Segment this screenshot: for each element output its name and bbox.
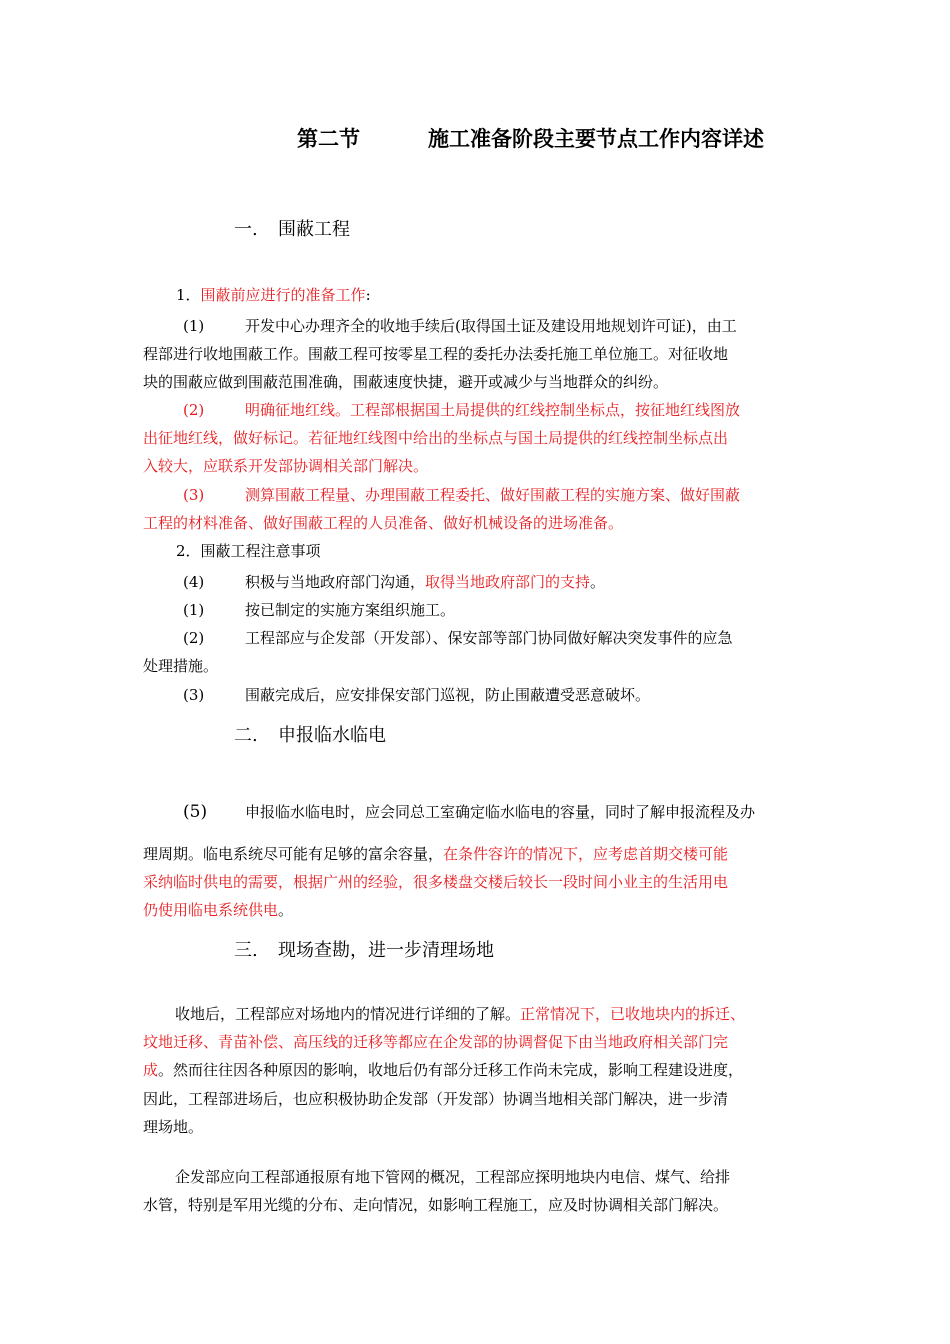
list-number: 2． (176, 542, 201, 560)
paragraph-line (143, 895, 815, 925)
paragraph-line (143, 1055, 815, 1085)
line-text: 水管，特别是军用光缆的分布、走向情况，如影响工程施工，应及时协调相关部门解决。 (143, 1196, 729, 1214)
line-text: 。 (278, 901, 294, 919)
highlight-text: 采纳临时供电的需要，根据广州的经验，很多楼盘交楼后较长一段时间小业主的生活用电 (143, 873, 729, 891)
paragraph-line (143, 367, 815, 397)
highlight-text: 围蔽前应进行的准备工作 (200, 286, 366, 304)
paragraph-line (143, 567, 815, 597)
paragraph-line (143, 423, 815, 453)
line-text: 申报临水临电时，应会同总工室确定临水临电的容量，同时了解申报流程及办 (245, 803, 756, 821)
title-chapter: 第二节 (297, 126, 360, 151)
heading-label: 围蔽工程 (278, 219, 350, 240)
highlight-text: 测算围蔽工程量、办理围蔽工程委托、做好围蔽工程的实施方案、做好围蔽 (245, 486, 741, 504)
item-number: (4) (183, 573, 205, 591)
line-text: 因此，工程部进场后，也应积极协助企发部（开发部）协调当地相关部门解决，进一步清 (143, 1090, 729, 1108)
item-number: (3) (183, 486, 205, 504)
item-number: (3) (183, 686, 205, 704)
paragraph-line (143, 451, 815, 481)
highlight-text: 正常情况下，已收地块内的拆迁、 (520, 1005, 746, 1023)
line-text: 程部进行收地围蔽工作。围蔽工程可按零星工程的委托办法委托施工单位施工。对征收地 (143, 345, 729, 363)
paragraph-line (143, 508, 815, 538)
list-number: 1． (176, 286, 201, 304)
highlight-text: 成 (143, 1061, 159, 1079)
line-text: 围蔽完成后，应安排保安部门巡视，防止围蔽遭受恶意破坏。 (245, 686, 651, 704)
item-number: (1) (183, 601, 205, 619)
line-text: 处理措施。 (143, 657, 219, 675)
paragraph-line (143, 651, 815, 681)
paragraph-line (143, 999, 815, 1029)
line-text: 块的围蔽应做到围蔽范围准确，围蔽速度快捷，避开或减少与当地群众的纠纷。 (143, 373, 669, 391)
line-text: 开发中心办理齐全的收地手续后(取得国土证及建设用地规划许可证)，由工 (245, 317, 737, 335)
paragraph-line (143, 395, 815, 425)
line-text: : (365, 286, 371, 304)
title-text: 施工准备阶段主要节点工作内容详述 (428, 126, 764, 151)
paragraph-line (143, 797, 815, 827)
item-number: (5) (183, 802, 208, 822)
heading-label: 申报临水临电 (278, 725, 386, 746)
highlight-text: 坟地迁移、青苗补偿、高压线的迁移等都应在企发部的协调督促下由当地政府相关部门完 (143, 1033, 729, 1051)
line-text: 理周期。临电系统尽可能有足够的富余容量， (143, 845, 444, 863)
heading-site-survey (234, 938, 494, 964)
heading-number: 三. (234, 940, 258, 961)
heading-label: 现场查勘，进一步清理场地 (278, 940, 494, 961)
highlight-text: 明确征地红线。工程部根据国土局提供的红线控制坐标点，按征地红线图放 (245, 401, 741, 419)
paragraph-line (143, 311, 815, 341)
heading-enclosure (234, 217, 350, 243)
paragraph-line (143, 1190, 815, 1220)
item-number: (2) (183, 401, 205, 419)
paragraph-line (143, 1084, 815, 1114)
line-text: 工程部应与企发部（开发部）、保安部等部门协同做好解决突发事件的应急 (245, 629, 733, 647)
paragraph-line (143, 1027, 815, 1057)
highlight-text: 出征地红线，做好标记。若征地红线图中给出的坐标点与国土局提供的红线控制坐标点出 (143, 429, 729, 447)
line-text: 企发部应向工程部通报原有地下管网的概况，工程部应探明地块内电信、煤气、给排 (175, 1168, 731, 1186)
line-text: 按已制定的实施方案组织施工。 (245, 601, 456, 619)
heading-utilities (234, 723, 386, 749)
highlight-text: 工程的材料准备、做好围蔽工程的人员准备、做好机械设备的进场准备。 (143, 514, 624, 532)
paragraph-line (143, 839, 815, 869)
heading-number: 二. (234, 725, 258, 746)
paragraph-line (143, 480, 815, 510)
section-title (297, 124, 764, 154)
line-text: 。然而往往因各种原因的影响，收地后仍有部分迁移工作尚未完成，影响工程建设进度， (158, 1061, 744, 1079)
line-text: 。 (590, 573, 606, 591)
paragraph-line (143, 339, 815, 369)
paragraph-line (143, 536, 815, 566)
paragraph-line (143, 867, 815, 897)
highlight-text: 在条件容许的情况下，应考虑首期交楼可能 (443, 845, 729, 863)
paragraph-line (143, 623, 815, 653)
highlight-text: 仍使用临电系统供电 (143, 901, 279, 919)
heading-number: 一. (234, 219, 258, 240)
paragraph-line (143, 595, 815, 625)
line-text: 围蔽工程注意事项 (200, 542, 321, 560)
paragraph-line (143, 280, 815, 310)
highlight-text: 入较大，应联系开发部协调相关部门解决。 (143, 457, 429, 475)
line-text: 收地后，工程部应对场地内的情况进行详细的了解。 (175, 1005, 521, 1023)
highlight-text: 取得当地政府部门的支持 (425, 573, 591, 591)
line-text: 理场地。 (143, 1118, 204, 1136)
line-text: 积极与当地政府部门沟通， (245, 573, 426, 591)
paragraph-line (143, 1112, 815, 1142)
item-number: (2) (183, 629, 205, 647)
paragraph-line (143, 1162, 815, 1192)
paragraph-line (143, 680, 815, 710)
item-number: (1) (183, 317, 205, 335)
